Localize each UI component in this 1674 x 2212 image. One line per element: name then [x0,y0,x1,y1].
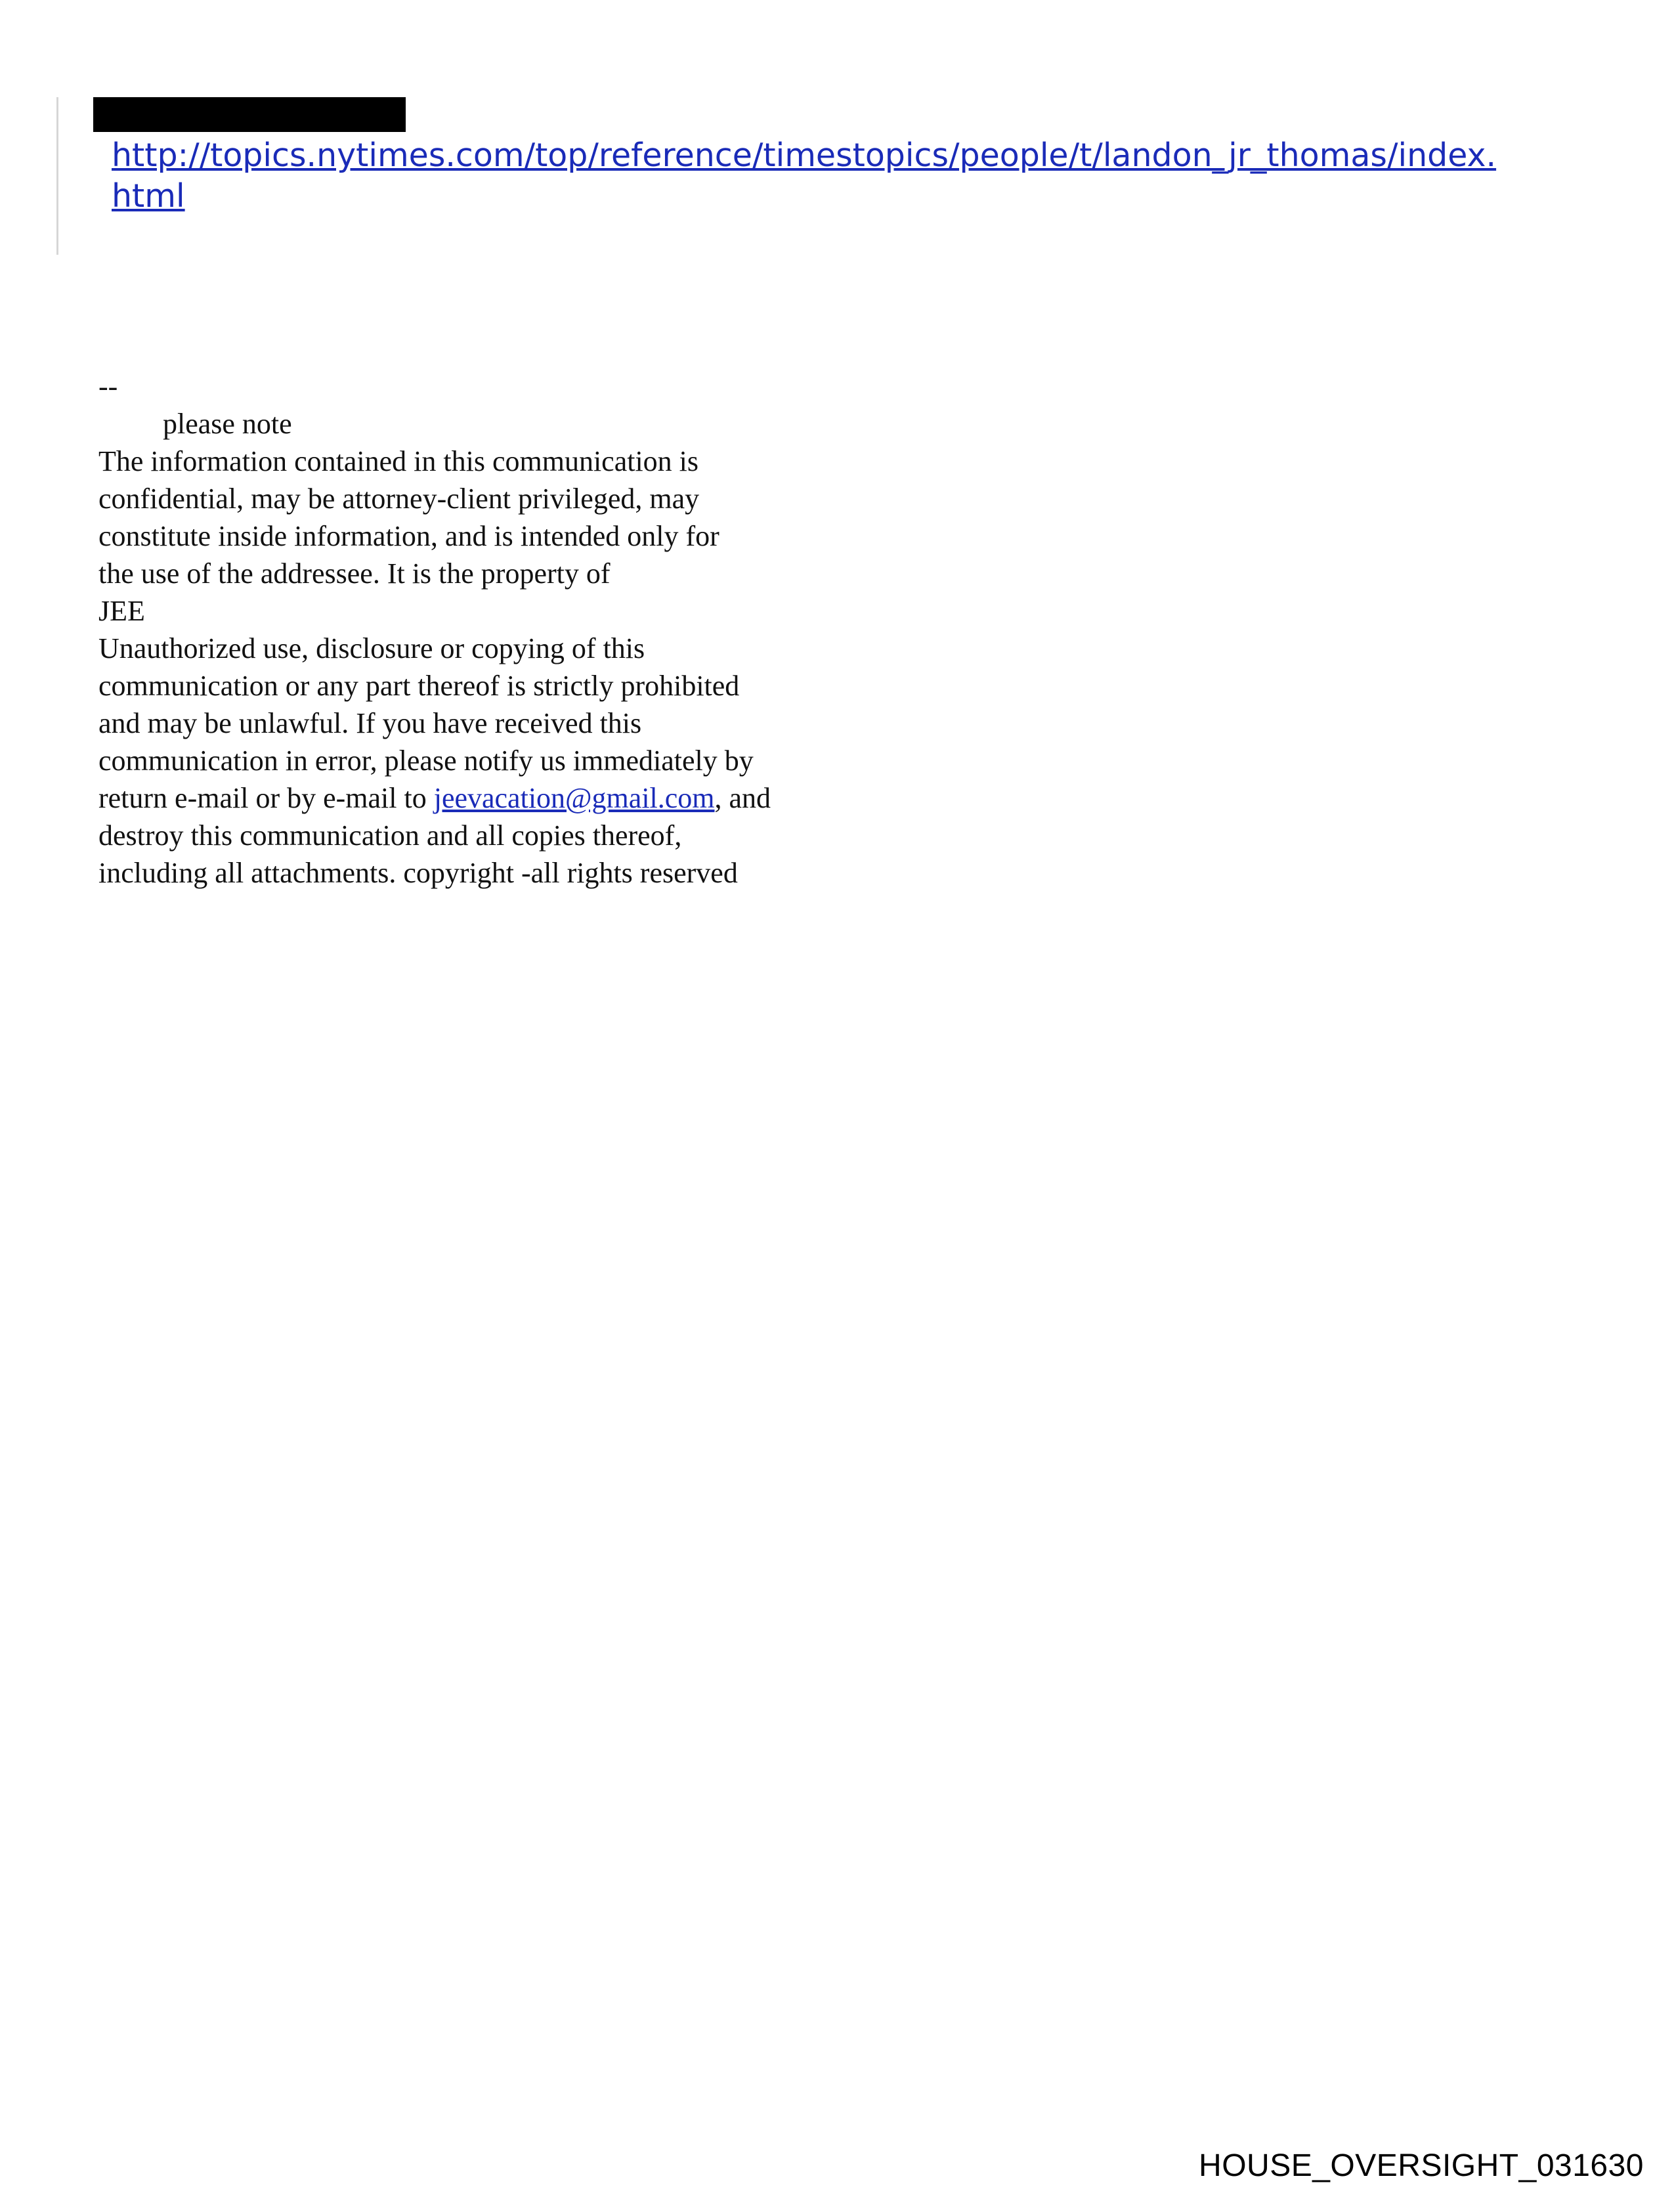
email-link[interactable]: jeevacation@gmail.com [433,782,715,814]
disclaimer-line: Unauthorized use, disclosure or copying of this [98,632,645,664]
quoted-link-line-1[interactable]: http://topics.nytimes.com/top/reference/timestopics/people/t/landon_jr_thomas/index. [112,137,1497,174]
disclaimer-line: communication in error, please notify us immediately by [98,745,754,777]
disclaimer-email-line [98,779,1018,817]
email-line-prefix: return e-mail or by e-mail to [98,782,434,814]
signature-separator: -- [98,370,118,402]
disclaimer-line: including all attachments. copyright -all rights reserved [98,857,738,889]
disclaimer-line: communication or any part thereof is strictly prohibited [98,670,740,702]
redaction-block [93,97,406,132]
disclaimer-line: confidential, may be attorney-client privileged, may [98,483,700,515]
disclaimer-line: JEE [98,595,145,627]
quoted-link-line-2[interactable]: html [112,177,185,215]
quote-bar [56,97,58,255]
disclaimer-heading: please note [163,408,292,440]
disclaimer-line: and may be unlawful. If you have received this [98,707,642,739]
quoted-link[interactable] [112,135,1582,217]
disclaimer-line: the use of the addressee. It is the property of [98,557,611,590]
disclaimer-line: The information contained in this communication is [98,445,699,477]
email-line-suffix: , and [714,782,771,814]
disclaimer-line: constitute inside information, and is intended only for [98,520,719,552]
bates-number: HOUSE_OVERSIGHT_031630 [1199,2148,1644,2183]
disclaimer-line: destroy this communication and all copies thereof, [98,819,682,852]
disclaimer-text [98,443,1018,892]
